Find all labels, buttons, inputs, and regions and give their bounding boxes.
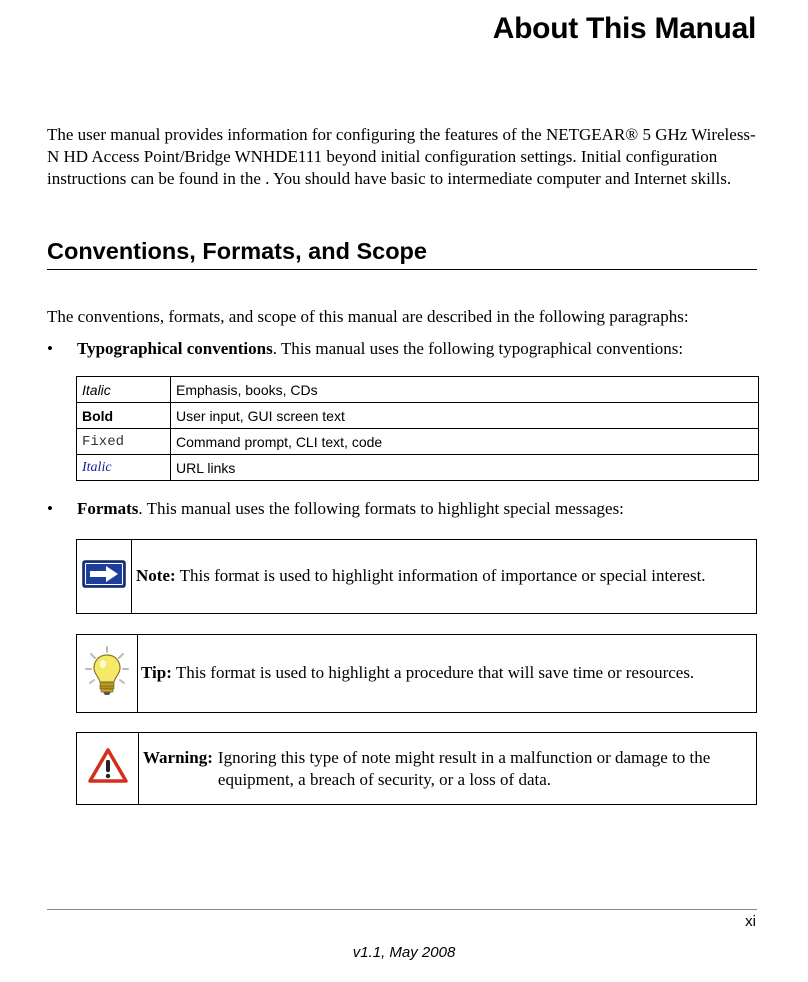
note-box: [76, 539, 757, 614]
warning-icon-cell: [77, 733, 139, 804]
table-cell-description: User input, GUI screen text: [171, 403, 759, 429]
bullet-formats: [47, 498, 767, 520]
tip-icon-cell: [77, 635, 138, 712]
warning-text: [143, 747, 753, 791]
table-cell-style[interactable]: Italic: [77, 455, 171, 481]
note-text: [136, 565, 706, 587]
table-row: [77, 377, 759, 403]
bullet-marker: •: [47, 339, 53, 358]
table-cell-style: Bold: [77, 403, 171, 429]
bullet-term: Formats: [77, 499, 139, 518]
arrow-right-icon: [82, 560, 126, 594]
conventions-table: [76, 376, 759, 481]
note-body: This format is used to highlight information of importance or special interest.: [175, 566, 706, 585]
table-cell-description: URL links: [171, 455, 759, 481]
table-cell-style: Fixed: [77, 429, 171, 455]
bullet-marker: •: [47, 499, 53, 518]
bullet-typographical: [47, 338, 767, 360]
section-heading: Conventions, Formats, and Scope: [47, 238, 757, 270]
table-cell-style: Italic: [77, 377, 171, 403]
bullet-text: . This manual uses the following typographical conventions:: [272, 339, 684, 358]
tip-body: This format is used to highlight a procedure that will save time or resources.: [171, 663, 695, 682]
tip-text: [141, 662, 694, 684]
bullet-term: Typographical conventions: [77, 339, 273, 358]
warning-body: Ignoring this type of note might result in a malfunction or damage to the equipment, a breach of security, or a loss of data.: [217, 748, 711, 789]
table-cell-description: Emphasis, books, CDs: [171, 377, 759, 403]
intro-paragraph: The user manual provides information for configuring the features of the NETGEAR® 5 GHz Wireless-N HD Access Point/Bridge WNHDE111 beyond initial configuration settings. Initial configuration instructions can be found in the . You should have basic to intermediate computer and Internet skills.: [47, 125, 756, 188]
section-intro: The conventions, formats, and scope of this manual are described in the following paragraphs:: [47, 307, 689, 326]
page-title: About This Manual: [492, 12, 756, 45]
bullet-text: . This manual uses the following formats to highlight special messages:: [138, 499, 624, 518]
footer-rule: [47, 909, 757, 910]
table-row: [77, 403, 759, 429]
table-row: [77, 455, 759, 481]
warning-label: Warning:: [143, 748, 213, 767]
warning-triangle-icon: [88, 748, 128, 790]
lightbulb-icon: [85, 645, 129, 703]
table-cell-description: Command prompt, CLI text, code: [171, 429, 759, 455]
table-row: [77, 429, 759, 455]
tip-label: Tip:: [141, 663, 172, 682]
note-icon-cell: [77, 540, 132, 613]
warning-box: [76, 732, 757, 805]
page-number: xi: [745, 913, 756, 930]
version-footer: v1.1, May 2008: [352, 944, 456, 961]
note-label: Note:: [136, 566, 176, 585]
tip-box: [76, 634, 757, 713]
